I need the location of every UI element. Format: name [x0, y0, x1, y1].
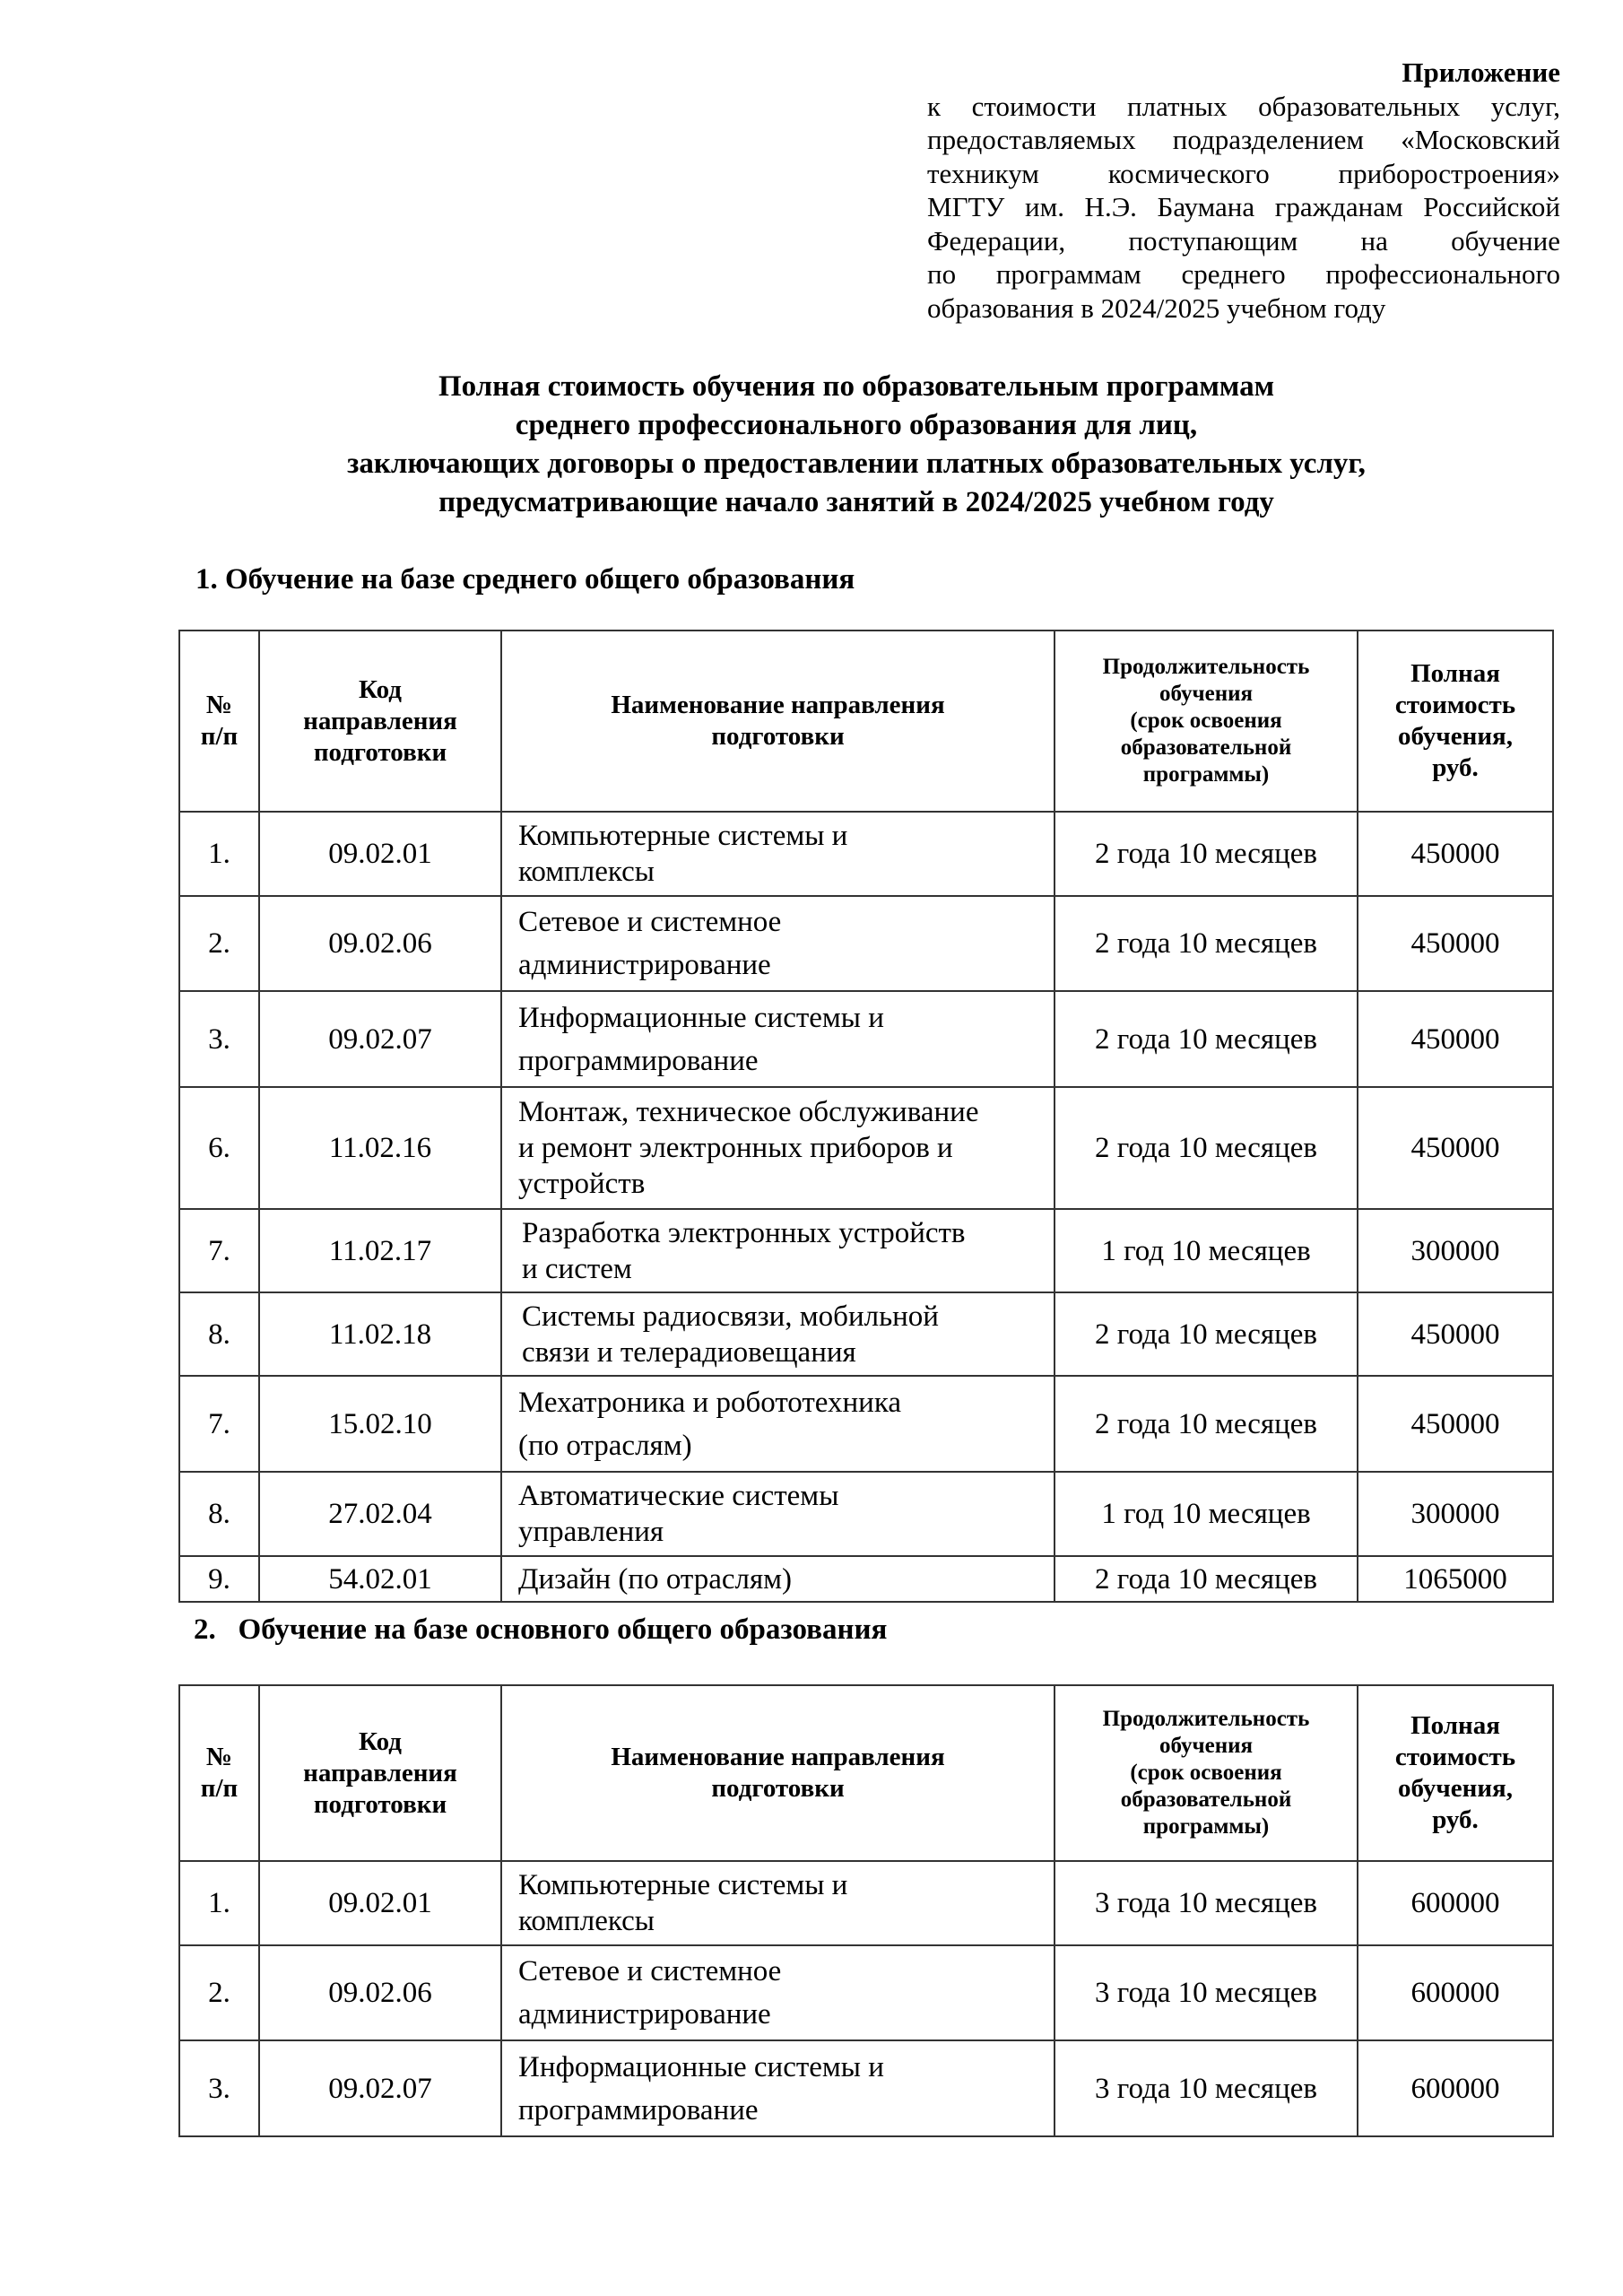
header-duration: [1055, 631, 1358, 812]
program-name-line: связи и телерадиовещания: [522, 1335, 856, 1369]
header-text: образовательной: [1120, 735, 1292, 760]
program-code: 09.02.07: [259, 2040, 501, 2136]
header-text: (срок освоения: [1130, 1761, 1282, 1785]
header-text: подготовки: [313, 1789, 447, 1819]
program-code: 09.02.01: [259, 1861, 501, 1945]
appendix-line: образования в 2024/2025 учебном году: [927, 291, 1386, 324]
program-name: [501, 2040, 1055, 2136]
program-name-line: программирование: [518, 2093, 759, 2126]
program-cost: 300000: [1358, 1209, 1553, 1292]
table-row: [179, 1209, 1553, 1292]
header-text: обучения,: [1398, 722, 1513, 751]
program-cost: 600000: [1358, 1861, 1553, 1945]
program-name: [501, 1861, 1055, 1945]
program-code: 09.02.01: [259, 812, 501, 896]
header-text: Полная: [1410, 659, 1500, 688]
program-name-line: администрирование: [518, 1998, 771, 2031]
header-text: образовательной: [1120, 1787, 1292, 1812]
header-text: Полная: [1410, 1711, 1500, 1740]
row-number: 2.: [179, 1945, 259, 2040]
appendix-line: по программам среднего профессионального: [927, 258, 1560, 290]
program-cost: 450000: [1358, 991, 1553, 1087]
header-text: подготовки: [711, 1774, 845, 1803]
program-name-line: Сетевое и системное: [518, 1955, 782, 1987]
program-name: [501, 896, 1055, 991]
program-name-line: и ремонт электронных приборов и: [518, 1132, 953, 1164]
table-row: [179, 896, 1553, 991]
section-heading-basic-general: 2. Обучение на базе основного общего образования: [194, 1613, 888, 1646]
document-title: [179, 368, 1533, 522]
title-line: Полная стоимость обучения по образовательным программам: [438, 370, 1275, 403]
header-text: руб.: [1432, 1805, 1479, 1834]
program-name: [501, 1376, 1055, 1472]
program-name-line: Системы радиосвязи, мобильной: [522, 1300, 939, 1333]
program-cost: 450000: [1358, 1376, 1553, 1472]
header-text: программы): [1142, 1814, 1270, 1839]
header-text: Продолжительность: [1102, 1707, 1310, 1731]
program-cost: 450000: [1358, 812, 1553, 896]
row-number: 7.: [179, 1376, 259, 1472]
program-duration: 2 года 10 месяцев: [1055, 1292, 1358, 1376]
program-name: [501, 991, 1055, 1087]
header-num: [179, 631, 259, 812]
header-text: обучения: [1159, 1734, 1254, 1758]
price-table-basic-general: [178, 1684, 1554, 2137]
program-name: [501, 1945, 1055, 2040]
header-text: Код: [359, 1726, 402, 1756]
program-code: 11.02.18: [259, 1292, 501, 1376]
program-name: [501, 1292, 1055, 1376]
table-row: [179, 1556, 1553, 1602]
program-duration: 2 года 10 месяцев: [1055, 812, 1358, 896]
header-cost: [1358, 1685, 1553, 1861]
program-name-line: Мехатроника и робототехника: [518, 1386, 902, 1419]
header-text: обучения,: [1398, 1774, 1513, 1803]
program-duration: 2 года 10 месяцев: [1055, 896, 1358, 991]
price-table-secondary-general: [178, 630, 1554, 1603]
program-cost: 450000: [1358, 1292, 1553, 1376]
program-name-line: программирование: [518, 1044, 759, 1077]
header-text: (срок освоения: [1130, 709, 1282, 733]
program-name-line: управления: [518, 1516, 664, 1548]
program-name-line: и систем: [522, 1252, 632, 1285]
header-text: №: [205, 691, 233, 719]
header-text: стоимость: [1394, 1743, 1516, 1771]
program-cost: 450000: [1358, 1087, 1553, 1209]
program-name-line: Монтаж, техническое обслуживание: [518, 1096, 979, 1128]
header-cost: [1358, 631, 1553, 812]
program-duration: 3 года 10 месяцев: [1055, 1861, 1358, 1945]
program-name-line: комплексы: [518, 1905, 655, 1937]
table-row: [179, 1292, 1553, 1376]
header-text: Наименование направления: [611, 1743, 945, 1771]
program-name-line: Автоматические системы: [518, 1480, 839, 1512]
program-code: 09.02.06: [259, 1945, 501, 2040]
program-code: 09.02.07: [259, 991, 501, 1087]
appendix-title: Приложение: [1402, 57, 1560, 88]
header-text: Продолжительность: [1102, 655, 1310, 679]
appendix-line: техникум космического приборостроения»: [927, 157, 1560, 189]
program-name-line: Дизайн (по отраслям): [518, 1562, 793, 1596]
table-row: [179, 1087, 1553, 1209]
program-duration: 1 год 10 месяцев: [1055, 1209, 1358, 1292]
section-heading-secondary-general: 1. Обучение на базе среднего общего образования: [195, 563, 855, 596]
header-text: подготовки: [711, 722, 845, 751]
header-code: [259, 1685, 501, 1861]
program-cost: 300000: [1358, 1472, 1553, 1556]
program-name: [501, 812, 1055, 896]
program-name-line: Компьютерные системы и: [518, 820, 848, 852]
header-text: обучения: [1159, 682, 1254, 706]
program-name-line: Компьютерные системы и: [518, 1869, 848, 1901]
header-name: [501, 1685, 1055, 1861]
row-number: 8.: [179, 1292, 259, 1376]
program-name-line: Информационные системы и: [518, 2050, 884, 2083]
table-row: [179, 812, 1553, 896]
program-code: 11.02.17: [259, 1209, 501, 1292]
table-header-row: [179, 631, 1553, 812]
program-code: 54.02.01: [259, 1556, 501, 1602]
program-name-line: Разработка электронных устройств: [522, 1216, 966, 1249]
title-line: заключающих договоры о предоставлении платных образовательных услуг,: [347, 448, 1366, 480]
program-code: 09.02.06: [259, 896, 501, 991]
header-text: Наименование направления: [611, 691, 945, 719]
program-name: [501, 1209, 1055, 1292]
header-name: [501, 631, 1055, 812]
row-number: 3.: [179, 2040, 259, 2136]
row-number: 2.: [179, 896, 259, 991]
program-name-line: (по отраслям): [518, 1429, 692, 1462]
title-line: предусматривающие начало занятий в 2024/2025 учебном году: [438, 486, 1274, 518]
program-duration: 2 года 10 месяцев: [1055, 1556, 1358, 1602]
program-name-line: Информационные системы и: [518, 1001, 884, 1034]
header-text: стоимость: [1394, 691, 1516, 719]
row-number: 1.: [179, 812, 259, 896]
program-duration: 2 года 10 месяцев: [1055, 1376, 1358, 1472]
header-duration: [1055, 1685, 1358, 1861]
program-name-line: Сетевое и системное: [518, 906, 782, 938]
appendix-note: [927, 56, 1560, 325]
appendix-line: МГТУ им. Н.Э. Баумана гражданам Российской: [927, 191, 1560, 222]
table-row: [179, 1376, 1553, 1472]
program-duration: 3 года 10 месяцев: [1055, 2040, 1358, 2136]
program-code: 11.02.16: [259, 1087, 501, 1209]
header-text: Код: [359, 674, 402, 704]
program-code: 15.02.10: [259, 1376, 501, 1472]
title-line: среднего профессионального образования для лиц,: [515, 409, 1198, 441]
header-text: программы): [1142, 762, 1270, 787]
program-code: 27.02.04: [259, 1472, 501, 1556]
program-name: [501, 1556, 1055, 1602]
program-name: [501, 1087, 1055, 1209]
row-number: 1.: [179, 1861, 259, 1945]
program-duration: 2 года 10 месяцев: [1055, 1087, 1358, 1209]
table-row: [179, 1945, 1553, 2040]
program-cost: 600000: [1358, 1945, 1553, 2040]
program-cost: 1065000: [1358, 1556, 1553, 1602]
program-cost: 600000: [1358, 2040, 1553, 2136]
program-cost: 450000: [1358, 896, 1553, 991]
header-num: [179, 1685, 259, 1861]
header-text: п/п: [200, 722, 239, 751]
header-text: направления: [303, 706, 457, 735]
appendix-line: к стоимости платных образовательных услуг,: [927, 90, 1560, 122]
program-duration: 2 года 10 месяцев: [1055, 991, 1358, 1087]
table-row: [179, 991, 1553, 1087]
program-duration: 3 года 10 месяцев: [1055, 1945, 1358, 2040]
row-number: 8.: [179, 1472, 259, 1556]
header-text: №: [205, 1743, 233, 1771]
table-row: [179, 1861, 1553, 1945]
table-header-row: [179, 1685, 1553, 1861]
program-name-line: устройств: [518, 1168, 646, 1200]
row-number: 6.: [179, 1087, 259, 1209]
program-name-line: комплексы: [518, 856, 655, 888]
row-number: 3.: [179, 991, 259, 1087]
program-name: [501, 1472, 1055, 1556]
program-duration: 1 год 10 месяцев: [1055, 1472, 1358, 1556]
row-number: 7.: [179, 1209, 259, 1292]
row-number: 9.: [179, 1556, 259, 1602]
header-text: п/п: [200, 1774, 239, 1803]
program-name-line: администрирование: [518, 949, 771, 981]
header-text: руб.: [1432, 753, 1479, 782]
header-code: [259, 631, 501, 812]
table-row: [179, 1472, 1553, 1556]
appendix-line: предоставляемых подразделением «Московский: [927, 124, 1560, 155]
table-row: [179, 2040, 1553, 2136]
appendix-line: Федерации, поступающим на обучение: [927, 224, 1560, 257]
header-text: подготовки: [313, 737, 447, 767]
header-text: направления: [303, 1758, 457, 1787]
